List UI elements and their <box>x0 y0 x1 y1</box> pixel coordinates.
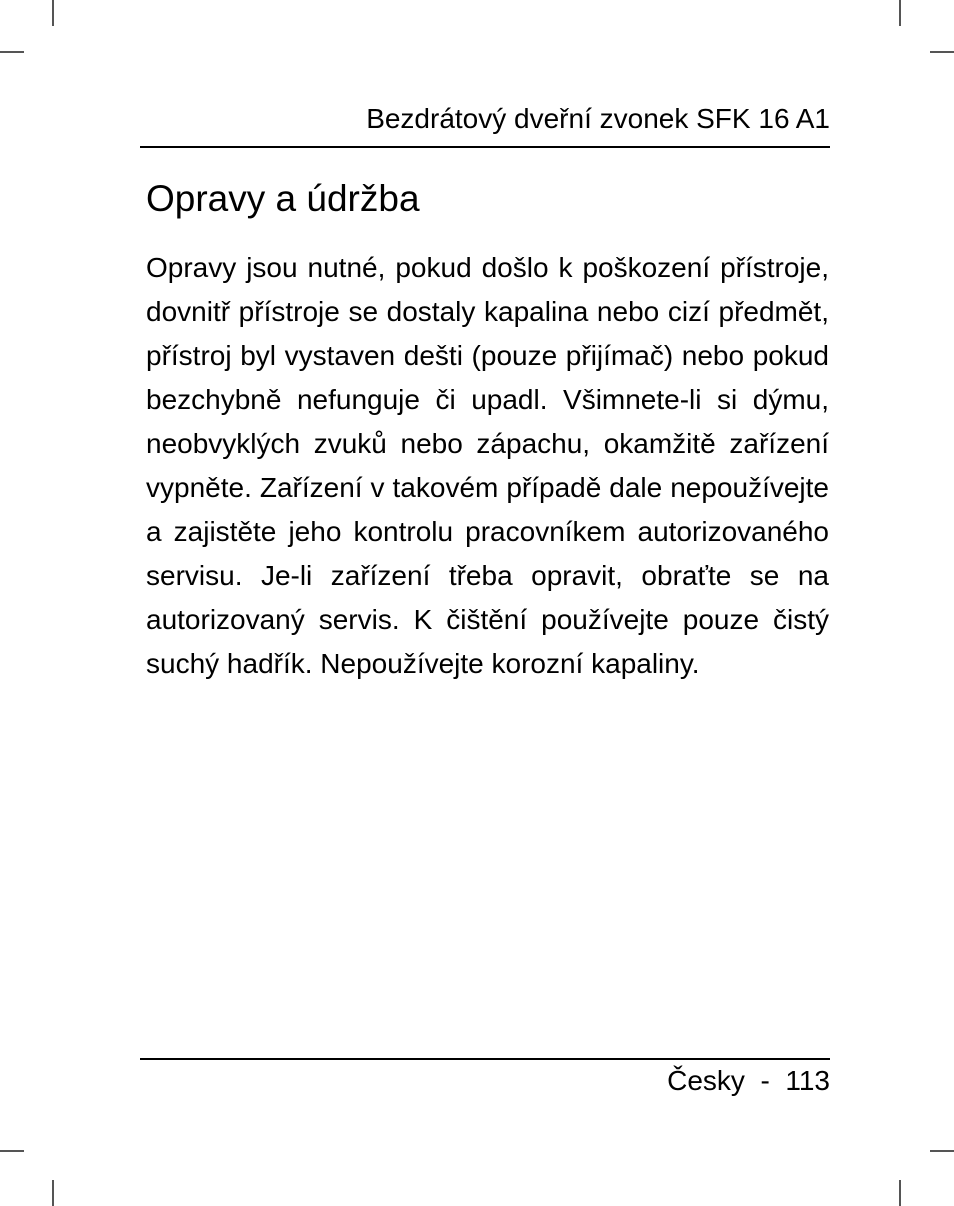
page-number: 113 <box>785 1065 830 1096</box>
crop-mark-bottom-right-vertical <box>899 1180 901 1206</box>
footer-separator: - <box>760 1065 770 1096</box>
section-title: Opravy a údržba <box>146 178 420 219</box>
crop-mark-bottom-right-horizontal <box>930 1150 954 1152</box>
footer-rule <box>140 1058 830 1060</box>
footer-language: Česky <box>667 1065 745 1096</box>
crop-mark-top-left-horizontal <box>0 51 24 53</box>
crop-mark-top-left-vertical <box>52 0 54 26</box>
crop-mark-bottom-left-horizontal <box>0 1150 24 1152</box>
crop-mark-bottom-left-vertical <box>52 1180 54 1206</box>
crop-mark-top-right-vertical <box>899 0 901 26</box>
page-footer <box>140 1062 830 1100</box>
header-rule <box>140 146 830 148</box>
crop-mark-top-right-horizontal <box>930 51 954 53</box>
running-header: Bezdrátový dveřní zvonek SFK 16 A1 <box>366 103 830 134</box>
section-body-paragraph: Opravy jsou nutné, pokud došlo k poškození přístroje, dovnitř přístroje se dostaly kapalina nebo cizí předmět, přístroj byl vystaven dešti (pouze přijímač) nebo pokud bezchybně nefunguje či upadl. Všimnete-li si dýmu, neobvyklých zvuků nebo zápachu, okamžitě zařízení vypněte. Zařízení v takovém případě dale nepoužívejte a zajistěte jeho kontrolu pracovníkem autorizovaného servisu. Je-li zařízení třeba opravit, obraťte se na autorizovaný servis. K čištění používejte pouze čistý suchý hadřík. Nepoužívejte korozní kapaliny. <box>146 252 829 679</box>
